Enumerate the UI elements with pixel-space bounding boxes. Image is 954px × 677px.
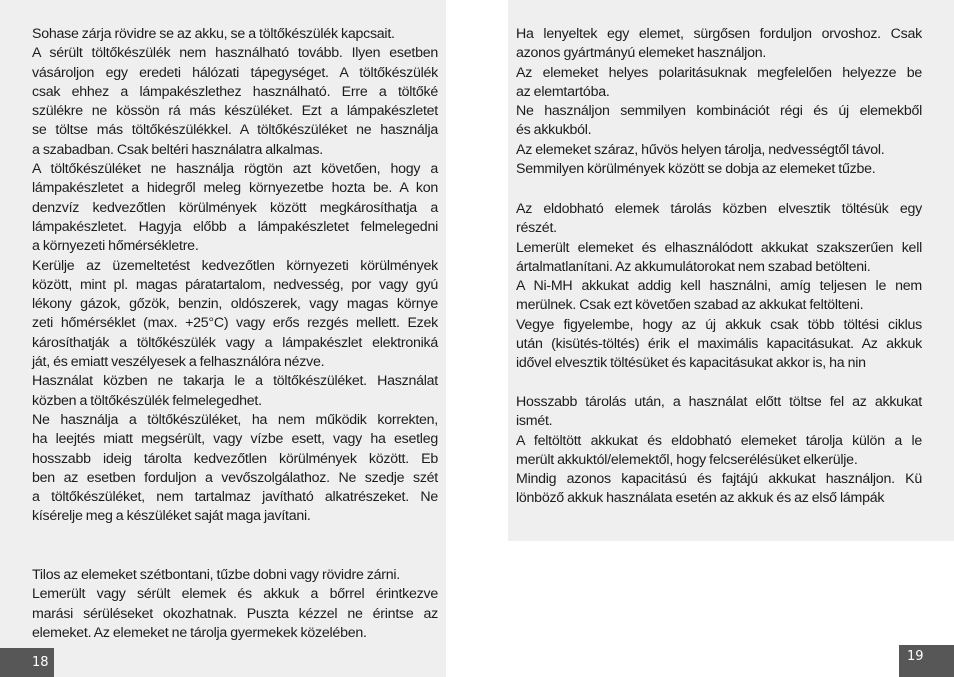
text-line: marási sérüléseket okozhatnak. Puszta kézzel ne érintse az — [32, 605, 438, 622]
text-line: csak ehhez a lámpakészlethez használható. Erre a töltőké — [32, 83, 438, 100]
text-line: zeti hőmérséklet (max. +25°C) vagy erős rezgés mellett. Ezek — [32, 315, 438, 332]
text-line: Használat közben ne takarja le a töltőkészüléket. Használat — [32, 373, 438, 390]
text-line: kísérelje meg a készüléket saját maga javítani. — [32, 508, 311, 525]
page-gutter — [446, 0, 508, 677]
text-line: Semmilyen körülmények között se dobja az elemeket tűzbe. — [516, 161, 876, 178]
text-line: Az eldobható elemek tárolás közben elvesztik töltésük egy — [516, 201, 922, 217]
right-battery-disposal-text — [516, 200, 922, 374]
right-page-blank-area — [508, 541, 954, 677]
text-line: Lemerült vagy sérült elemek és akkuk a bőrrel érintkezve — [32, 586, 438, 603]
text-line: lámpakészletet a hidegről meleg környezetbe hozta be. A kon — [32, 180, 438, 197]
text-line: Kerülje az üzemeltetést kedvezőtlen környezeti körülmények — [32, 257, 438, 274]
text-line: lámpakészletet. Hagyja előbb a lámpakészletet felmelegedni — [32, 218, 438, 235]
text-line: Sohase zárja rövidre se az akku, se a töltőkészülék kapcsait. — [32, 26, 395, 42]
text-line: után (kisütés-töltés) érik el maximális kapacitásukat. Az akkuk — [516, 336, 922, 353]
text-line: se töltse más töltőkészülékkel. A töltőkészüléket ne használja — [32, 122, 438, 139]
text-line: idővel elvesztik töltésüket és kapacitásukat akkor is, ha nin — [516, 355, 866, 372]
page-number-right: 19 — [899, 645, 954, 677]
page-number-left: 18 — [0, 648, 54, 677]
text-line: ártalmatlanítani. Az akkumulátorokat nem szabad betölteni. — [516, 258, 871, 275]
text-line: ismét. — [516, 413, 553, 430]
text-line: Ha lenyeltek egy elemet, sürgősen forduljon orvoshoz. Csak — [516, 26, 922, 42]
text-line: az elemtartóba. — [516, 83, 610, 100]
text-line: a környezeti hőmérsékletre. — [32, 238, 199, 255]
text-line: ha leejtés miatt megsérült, vagy vízbe esett, vagy ha esetleg — [32, 431, 438, 448]
text-line: Hosszabb tárolás után, a használat előtt töltse fel az akkukat — [516, 394, 922, 410]
text-line: elemeket. Az elemeket ne tárolja gyermekek közelében. — [32, 624, 367, 641]
text-line: A sérült töltőkészülék nem használható tovább. Ilyen esetben — [32, 45, 438, 62]
text-line: károsíthatják a töltőkészülék vagy a lámpakészlet elektroniká — [32, 334, 438, 351]
text-line: azonos gyártmányú elemeket használjon. — [516, 45, 767, 62]
right-battery-storage-text — [516, 393, 922, 509]
text-line: Az elemeket helyes polaritásuknak megfelelően helyezze be — [516, 64, 922, 81]
text-line: a szabadban. Csak beltéri használatra alkalmas. — [32, 141, 323, 158]
left-main-text — [32, 25, 438, 527]
text-line: Vegye figyelembe, hogy az új akkuk csak több töltési ciklus — [516, 316, 922, 333]
text-line: részét. — [516, 220, 557, 237]
text-line: vásároljon egy eredeti hálózati tápegységet. A töltőkészülék — [32, 64, 438, 81]
text-line: denzvíz kedvezőtlen körülmények között megkárosíthatja a — [32, 199, 438, 216]
text-line: merülnek. Csak ezt követően szabad az akkukat feltölteni. — [516, 297, 864, 314]
right-battery-safety-text — [516, 25, 922, 179]
text-line: lönböző akkuk használata esetén az akkuk és az első lámpák — [516, 490, 885, 507]
text-line: szülékre ne kössön rá más készüléket. Ezt a lámpakészletet — [32, 103, 438, 120]
text-line: A töltőkészüléket ne használja rögtön azt követően, hogy a — [32, 161, 438, 178]
text-line: A feltöltött akkukat és eldobható elemeket tárolja külön a le — [516, 432, 922, 449]
text-line: között, mint pl. magas páratartalom, nedvesség, por vagy gyú — [32, 276, 438, 293]
text-line: hosszabb ideig tárolta kedvezőtlen körülmények között. Eb — [32, 450, 438, 467]
text-line: Tilos az elemeket szétbontani, tűzbe dobni vagy rövidre zárni. — [32, 567, 400, 583]
text-line: A Ni-MH akkukat addig kell használni, amíg teljesen le nem — [516, 278, 922, 295]
left-battery-warning-text — [32, 566, 438, 643]
text-line: lékony gázok, gőzök, benzin, oldószerek, vagy magas környe — [32, 296, 438, 313]
text-line: merült akkuktól/elemektől, hogy felcserélésüket elkerülje. — [516, 451, 858, 468]
text-line: a töltőkészüléket, nem tartalmaz javítható alkatrészeket. Ne — [32, 489, 438, 506]
text-line: és akkukból. — [516, 122, 592, 139]
text-line: Mindig azonos kapacitású és fajtájú akkukat használjon. Kü — [516, 471, 922, 488]
text-line: közben a töltőkészülék felmelegedhet. — [32, 392, 262, 409]
text-line: Ne használja a töltőkészüléket, ha nem működik korrekten, — [32, 411, 438, 428]
text-line: ját, és emiatt veszélyesek a felhasználóra nézve. — [32, 354, 325, 371]
text-line: Az elemeket száraz, hűvös helyen tárolja, nedvességtől távol. — [516, 141, 885, 158]
text-line: Lemerült elemeket és elhasználódott akkukat szakszerűen kell — [516, 239, 922, 256]
text-line: ben az esetben forduljon a vevőszolgálathoz. Ne szedje szét — [32, 469, 438, 486]
text-line: Ne használjon semmilyen kombinációt régi és új elemekből — [516, 103, 922, 120]
